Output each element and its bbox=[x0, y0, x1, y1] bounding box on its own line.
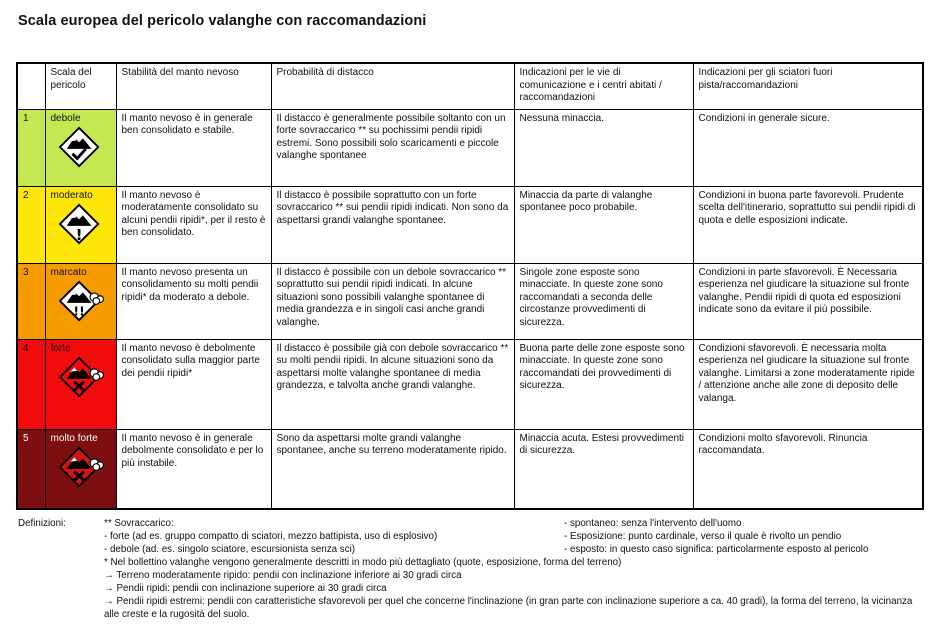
definition-line: ** Sovraccarico: bbox=[104, 518, 174, 529]
header-sciatori: Indicazioni per gli sciatori fuori pista/raccomandazioni bbox=[693, 63, 923, 109]
definition-line: - Esposizione: punto cardinale, verso il quale è rivolto un pendio bbox=[564, 531, 842, 542]
definition-line: - debole (ad. es. singolo sciatore, escursionista senza sci) bbox=[104, 544, 356, 555]
danger-level-5-x-icon bbox=[56, 446, 106, 488]
vie-cell: Singole zone esposte sono minacciate. In queste zone sono raccomandati a seconda delle circostanze provvedimenti di sicurezza. bbox=[514, 263, 693, 339]
danger-level-1-check-icon bbox=[56, 126, 106, 168]
definitions-right-column bbox=[564, 517, 930, 556]
header-vie: Indicazioni per le vie di comunicazione e i centri abitati / raccomandazioni bbox=[514, 63, 693, 109]
probabilita-cell: Il distacco è possibile con un debole sovraccarico ** soprattutto sui pendii ripidi indicati. In alcune situazioni sono possibili valanghe spontanee di media grandezza e in singoli casi anche grandi valanghe. bbox=[271, 263, 514, 339]
level-number: 5 bbox=[17, 429, 45, 509]
level-number: 2 bbox=[17, 186, 45, 263]
danger-level-3-double-exclamation-icon bbox=[56, 280, 106, 322]
definition-line: - spontaneo: senza l'intervento dell'uomo bbox=[564, 518, 742, 529]
stabilita-cell: Il manto nevoso è moderatamente consolidato su alcuni pendii ripidi*, per il resto è ben consolidato. bbox=[116, 186, 271, 263]
stabilita-cell: Il manto nevoso presenta un consolidamento su molti pendii ripidi* da moderato a debole. bbox=[116, 263, 271, 339]
definitions-left-column bbox=[104, 517, 564, 556]
probabilita-cell: Il distacco è possibile soprattutto con un forte sovraccarico ** sui pendii ripidi indicati. Non sono da aspettarsi grandi valanghe spontanee. bbox=[271, 186, 514, 263]
table-header-row bbox=[17, 63, 923, 109]
danger-level-2-exclamation-icon bbox=[56, 203, 106, 245]
level-label: marcato bbox=[50, 266, 87, 278]
sciatori-cell: Condizioni in buona parte favorevoli. Prudente scelta dell'itinerario, soprattutto sui pendii ripidi di quota e delle esposizioni indicate. bbox=[693, 186, 923, 263]
header-probabilita: Probabilità di distacco bbox=[271, 63, 514, 109]
vie-cell: Nessuna minaccia. bbox=[514, 109, 693, 186]
note-line: → Pendii ripidi estremi: pendii con caratteristiche sfavorevoli per quel che concerne l'inclinazione (in gran parte con inclinazione superiore a ca. 40 gradi), la forma del terreno, la vicinanza alle creste e la rugosità del suolo. bbox=[104, 596, 913, 620]
level-label: forte bbox=[50, 342, 71, 354]
level-number: 1 bbox=[17, 109, 45, 186]
table-row bbox=[17, 263, 923, 339]
probabilita-cell: Il distacco è generalmente possibile soltanto con un forte sovraccarico ** su pochissimi pendii ripidi estremi. Sono possibili solo scaricamenti e piccole valanghe spontanee bbox=[271, 109, 514, 186]
definitions-notes bbox=[104, 556, 930, 621]
vie-cell: Minaccia acuta. Estesi provvedimenti di sicurezza. bbox=[514, 429, 693, 509]
avalanche-danger-table bbox=[16, 62, 924, 510]
svg-text:!!: !! bbox=[72, 303, 85, 319]
page-title: Scala europea del pericolo valanghe con raccomandazioni bbox=[18, 13, 427, 29]
table-row bbox=[17, 186, 923, 263]
table-row bbox=[17, 109, 923, 186]
vie-cell: Buona parte delle zone esposte sono minacciate. In queste zone sono raccomandati dei provvedimenti di sicurezza. bbox=[514, 339, 693, 429]
level-cell bbox=[45, 186, 116, 263]
sciatori-cell: Condizioni in generale sicure. bbox=[693, 109, 923, 186]
level-label: debole bbox=[50, 112, 81, 124]
level-cell bbox=[45, 109, 116, 186]
sciatori-cell: Condizioni in parte sfavorevoli. È Necessaria esperienza nel giudicare la situazione sul fronte valanghe. Pendii ripidi di quota ed esposizioni indicate sono da evitare il più possibile. bbox=[693, 263, 923, 339]
vie-cell: Minaccia da parte di valanghe spontanee poco probabile. bbox=[514, 186, 693, 263]
sciatori-cell: Condizioni molto sfavorevoli. Rinuncia raccomandata. bbox=[693, 429, 923, 509]
level-cell bbox=[45, 429, 116, 509]
note-line: → Pendii ripidi: pendii con inclinazione superiore ai 30 gradi circa bbox=[104, 583, 387, 594]
header-scala: Scala del pericolo bbox=[45, 63, 116, 109]
stabilita-cell: Il manto nevoso è in generale debolmente consolidato e per lo più instabile. bbox=[116, 429, 271, 509]
note-line: → Terreno moderatamente ripido: pendii con inclinazione inferiore ai 30 gradi circa bbox=[104, 570, 462, 581]
level-number: 4 bbox=[17, 339, 45, 429]
header-empty bbox=[17, 63, 45, 109]
table-row bbox=[17, 339, 923, 429]
stabilita-cell: Il manto nevoso è in generale ben consolidato e stabile. bbox=[116, 109, 271, 186]
definition-line: - esposto: in questo caso significa: particolarmente esposto al pericolo bbox=[564, 544, 869, 555]
level-label: moderato bbox=[50, 189, 93, 201]
svg-text:!: ! bbox=[75, 226, 83, 245]
note-line: * Nel bollettino valanghe vengono generalmente descritti in modo più dettagliato (quote, esposizione, forma del terreno) bbox=[104, 557, 622, 568]
probabilita-cell: Il distacco è possibile già con debole sovraccarico ** su molti pendii ripidi. In alcune situazioni sono da aspettarsi molte valanghe spontanee di media grandezza, e talvolta anche grandi valanghe. bbox=[271, 339, 514, 429]
definitions-section bbox=[18, 517, 930, 621]
level-label: molto forte bbox=[50, 432, 98, 444]
stabilita-cell: Il manto nevoso è debolmente consolidato sulla maggior parte dei pendii ripidi* bbox=[116, 339, 271, 429]
level-cell bbox=[45, 263, 116, 339]
definitions-label: Definizioni: bbox=[18, 518, 66, 529]
sciatori-cell: Condizioni sfavorevoli. È necessaria molta esperienza nel giudicare la situazione sul fronte valanghe. Limitarsi a zone moderatamente ripide / attenzione anche alle zone di deposito delle valanga. bbox=[693, 339, 923, 429]
header-stabilita: Stabilità del manto nevoso bbox=[116, 63, 271, 109]
table-row bbox=[17, 429, 923, 509]
definition-line: - forte (ad es. gruppo compatto di sciatori, mezzo battipista, uso di esplosivo) bbox=[104, 531, 438, 542]
level-number: 3 bbox=[17, 263, 45, 339]
danger-level-4-x-icon bbox=[56, 356, 106, 398]
probabilita-cell: Sono da aspettarsi molte grandi valanghe spontanee, anche su terreno moderatamente ripido. bbox=[271, 429, 514, 509]
level-cell bbox=[45, 339, 116, 429]
